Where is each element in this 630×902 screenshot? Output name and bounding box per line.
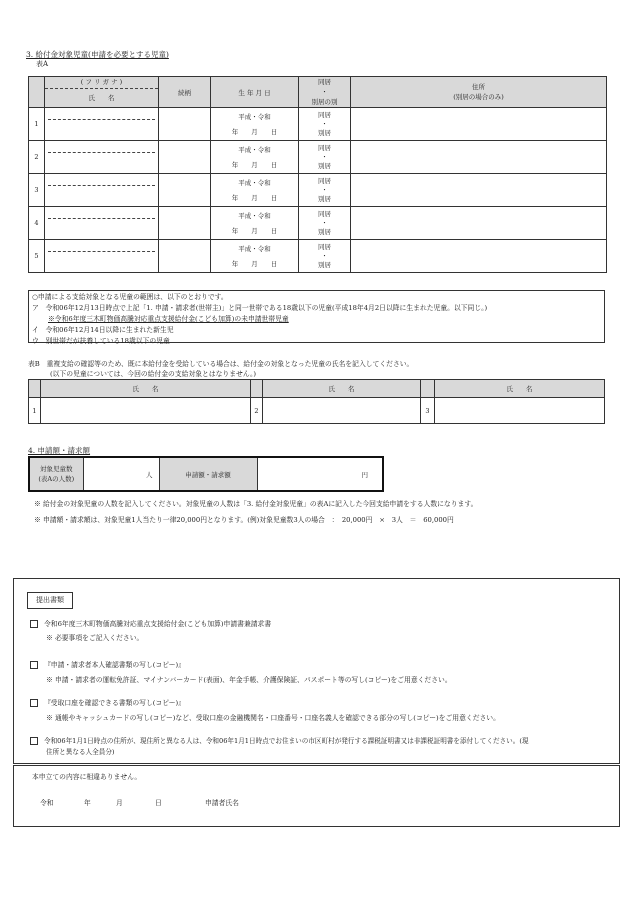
table-row [29, 207, 607, 240]
submit-item-3[interactable]: 『受取口座を確認できる書類の写し(コピー)』 [30, 697, 185, 707]
note-4: ウ 別世帯だが扶養している18歳以下の児童 [32, 337, 170, 345]
name-cell[interactable] [45, 174, 159, 207]
submit-item-1-sub: ※ 必要事項をご記入ください。 [46, 634, 144, 642]
count-input[interactable]: 人 [83, 457, 159, 491]
amount-table [28, 456, 384, 492]
birth-cell[interactable]: 平成・令和 年 月 日 [211, 174, 299, 207]
tableB-input-1[interactable] [41, 398, 251, 424]
date-month: 月 [116, 799, 123, 807]
name-header: 氏 名 [88, 94, 115, 102]
cohabit-header: 同居 ・ 別居の別 [299, 77, 351, 108]
submit-item-4-sub: 住所と異なる人全員分) [46, 748, 115, 756]
tableB-num-2: 2 [251, 398, 263, 424]
checkbox-icon[interactable] [30, 620, 38, 628]
row-number: 4 [29, 207, 45, 240]
tableB-num-3: 3 [421, 398, 435, 424]
submit-item-4[interactable]: 令和06年1月1日時点の住所が、現住所と異なる人は、令和06年1月1日時点でお住まいの市区町村が発行する課税証明書又は非課税証明書を添付してください。(現 [30, 735, 529, 745]
birth-cell[interactable]: 平成・令和 年 月 日 [211, 240, 299, 273]
row-number: 2 [29, 141, 45, 174]
name-cell[interactable] [45, 207, 159, 240]
checkbox-icon[interactable] [30, 661, 38, 669]
tableA-label: 表A [36, 60, 49, 68]
tableA-header-row [29, 77, 607, 108]
cohabit-cell[interactable]: 同居 ・ 別居 [299, 108, 351, 141]
tableB [28, 379, 605, 424]
count-label: 対象児童数 (表Aの人数) [29, 457, 83, 491]
submit-item-2-sub: ※ 申請・請求者の運転免許証、マイナンバーカード(表面)、年金手帳、介護保険証、パスポート等の写し(コピー)をご用意ください。 [46, 676, 452, 684]
cohabit-cell[interactable]: 同居 ・ 別居 [299, 240, 351, 273]
section4-note1: ※ 給付金の対象児童の人数を記入してください。対象児童の人数は「3. 給付金対象児童」の表Aに記入した今回支給申請をする人数になります。 [34, 500, 478, 508]
note-3: イ 令和06年12月14日以降に生まれた新生児 [32, 326, 174, 334]
note-1: ア 令和06年12月13日時点で上記「1. 申請・請求者(世帯主)」と同一世帯である18歳以下の児童(平成18年4月2日以降に生まれた児童。以下同じ。) [32, 304, 488, 312]
address-cell[interactable] [351, 141, 607, 174]
submit-item-1[interactable]: 令和6年度三木町物価高騰対応重点支援給付金(こども加算)申請書兼請求書 [30, 618, 271, 628]
table-row [29, 174, 607, 207]
name-cell[interactable] [45, 141, 159, 174]
section4-note2: ※ 申請額・請求額は、対象児童1人当たり一律20,000円となります。(例)対象児童数3人の場合 ： 20,000円 × 3人 ＝ 60,000円 [34, 516, 454, 524]
amount-label: 申請額・請求額 [159, 457, 257, 491]
declaration-text: 本申立ての内容に相違ありません。 [32, 773, 142, 781]
note-2: ※令和6年度三木町物価高騰対応重点支援給付金(こども加算)の未申請世帯児童 [48, 315, 289, 323]
birth-cell[interactable]: 平成・令和 年 月 日 [211, 108, 299, 141]
amount-input[interactable]: 円 [257, 457, 383, 491]
tableB-header-1: 氏 名 [41, 380, 251, 398]
submit-item-2[interactable]: 『申請・請求者本人確認書類の写し(コピー)』 [30, 659, 185, 669]
cohabit-cell[interactable]: 同居 ・ 別居 [299, 207, 351, 240]
date-day: 日 [155, 799, 162, 807]
row-number: 5 [29, 240, 45, 273]
birth-cell[interactable]: 平成・令和 年 月 日 [211, 207, 299, 240]
tableB-note2: (以下の児童については、今回の給付金の支給対象とはなりません。) [50, 370, 257, 378]
relation-cell[interactable] [159, 108, 211, 141]
cohabit-cell[interactable]: 同居 ・ 別居 [299, 141, 351, 174]
tableB-header-3: 氏 名 [435, 380, 605, 398]
address-header: 住所 (別居の場合のみ) [351, 77, 607, 108]
submit-item-3-sub: ※ 通帳やキャッシュカードの写し(コピー)など、受取口座の金融機関名・口座番号・口座名義人を確認できる部分の写し(コピー)をご用意ください。 [46, 714, 500, 722]
row-number: 1 [29, 108, 45, 141]
tableB-num-1: 1 [29, 398, 41, 424]
address-cell[interactable] [351, 108, 607, 141]
address-cell[interactable] [351, 174, 607, 207]
furigana-header: ( フ リ ガ ナ ) [45, 77, 158, 89]
date-era: 令和 [40, 799, 54, 807]
tableB-header-2: 氏 名 [263, 380, 421, 398]
notes-box [28, 290, 605, 343]
tableA [28, 76, 607, 273]
signer-label: 申請者氏名 [205, 799, 239, 807]
cohabit-cell[interactable]: 同居 ・ 別居 [299, 174, 351, 207]
date-year: 年 [84, 799, 91, 807]
address-cell[interactable] [351, 207, 607, 240]
address-cell[interactable] [351, 240, 607, 273]
row-number: 3 [29, 174, 45, 207]
note-0: ○申請による支給対象となる児童の範囲は、以下のとおりです。 [32, 293, 228, 301]
relation-cell[interactable] [159, 141, 211, 174]
checkbox-icon[interactable] [30, 737, 38, 745]
birth-header: 生 年 月 日 [211, 77, 299, 108]
relation-header: 続柄 [159, 77, 211, 108]
name-cell[interactable] [45, 108, 159, 141]
relation-cell[interactable] [159, 174, 211, 207]
tableB-input-2[interactable] [263, 398, 421, 424]
section4-title: 4. 申請額・請求額 [28, 446, 91, 455]
relation-cell[interactable] [159, 240, 211, 273]
birth-cell[interactable]: 平成・令和 年 月 日 [211, 141, 299, 174]
submit-title: 提出書類 [27, 592, 73, 609]
table-row [29, 141, 607, 174]
table-row [29, 240, 607, 273]
tableB-input-3[interactable] [435, 398, 605, 424]
section3-title: 3. 給付金対象児童(申請を必要とする児童) [26, 50, 169, 59]
tableB-note1: 重複支給の確認等のため、既に本給付金を受給している場合は、給付金の対象となった児童の氏名を記入してください。 [46, 360, 414, 368]
table-row [29, 108, 607, 141]
checkbox-icon[interactable] [30, 699, 38, 707]
tableB-label: 表B 重複支給の確認等のため、既に本給付金を受給している場合は、給付金の対象となった児童の氏名を記入してください。 [28, 360, 414, 368]
relation-cell[interactable] [159, 207, 211, 240]
name-cell[interactable] [45, 240, 159, 273]
